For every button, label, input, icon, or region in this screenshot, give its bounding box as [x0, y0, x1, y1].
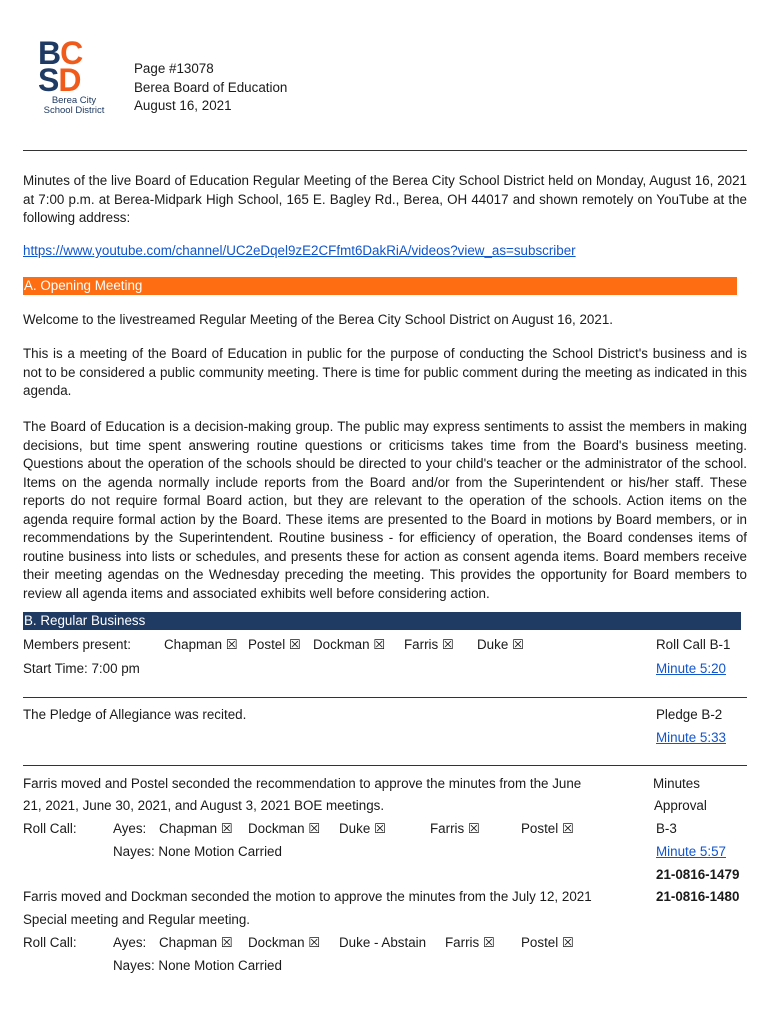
- vote-dockman: Dockman ☒: [248, 821, 321, 836]
- intro-text: Minutes of the live Board of Education Regular Meeting of the Berea City School District held on Monday, August 16, 2021 at 7:00 p.m. at Berea-Midpark High School, 165 E. Bagley Rd., Berea, OH 44017 and shown remotely on YouTube at the following address:: [23, 173, 747, 225]
- section-a-paragraph-3: The Board of Education is a decision-making group. The public may express sentiments to assist the members in making decisions, but time spent answering routine questions or criticisms takes time from the Board's business meeting. Questions about the operation of the schools should be directed to your child's teacher or the administrator of the school. Items on the agenda normally include reports from the Board and/or from the Superintendent or his/her staff. These reports do not require formal Board action, but they are relevant to the operation of the schools. Action items on the agenda require formal action by the Board. These items are presented to the Board in motions by Board members, or in recommendations by the Superintendent. Routine business - for efficiency of operation, the Board condenses items of routine business into lists or schedules, and presents these for action as consent agenda items. Board members receive their meeting agendas on the Wednesday preceding the meeting. This provides the opportunity for Board members to review all agenda items and associated exhibits well before considering action.: [23, 419, 747, 601]
- district-logo: [38, 35, 110, 116]
- vote-duke: Duke - Abstain: [339, 935, 427, 950]
- member-farris: Farris ☒: [404, 637, 454, 652]
- divider: [23, 765, 747, 766]
- vote-farris: Farris ☒: [430, 821, 480, 836]
- motion-1-reference-3: B-3: [656, 821, 677, 836]
- minute-link-3[interactable]: Minute 5:57: [656, 844, 726, 859]
- member-duke: Duke ☒: [477, 637, 524, 652]
- vote-chapman: Chapman ☒: [159, 935, 233, 950]
- resolution-number-1: 21-0816-1479: [656, 867, 740, 882]
- members-present-label: Members present:: [23, 637, 131, 652]
- vote-duke: Duke ☒: [339, 821, 386, 836]
- vote-postel: Postel ☒: [521, 821, 574, 836]
- divider: [23, 697, 747, 698]
- ayes-label: Ayes:: [113, 935, 147, 950]
- member-dockman: Dockman ☒: [313, 637, 386, 652]
- resolution-number-2: 21-0816-1480: [656, 889, 740, 904]
- logo-letters: BC SD: [38, 35, 83, 98]
- meeting-date: August 16, 2021: [134, 98, 232, 113]
- section-a-heading: A. Opening Meeting: [23, 277, 737, 295]
- start-time: Start Time: 7:00 pm: [23, 661, 140, 676]
- rollcall-reference: Roll Call B-1: [656, 637, 731, 652]
- page-header: [134, 60, 287, 116]
- member-postel: Postel ☒: [248, 637, 301, 652]
- pledge-reference: Pledge B-2: [656, 707, 723, 722]
- minute-link-1[interactable]: Minute 5:20: [656, 661, 726, 676]
- motion-2-nayes: Nayes: None Motion Carried: [113, 958, 282, 973]
- motion-2-line-1: Farris moved and Dockman seconded the motion to approve the minutes from the July 12, 2021: [23, 889, 592, 904]
- section-a-paragraph-1: Welcome to the livestreamed Regular Meeting of the Berea City School District on August 16, 2021.: [23, 312, 613, 327]
- rollcall-label: Roll Call:: [23, 935, 77, 950]
- vote-farris: Farris ☒: [445, 935, 495, 950]
- motion-1-line-2: 21, 2021, June 30, 2021, and August 3, 2021 BOE meetings.: [23, 798, 385, 813]
- section-a-paragraph-2: This is a meeting of the Board of Education in public for the purpose of conducting the School District's business and is not to be considered a public community meeting. There is time for public comment during the meeting as indicated in this agenda.: [23, 346, 747, 398]
- ayes-label: Ayes:: [113, 821, 147, 836]
- pledge-text: The Pledge of Allegiance was recited.: [23, 707, 247, 722]
- vote-chapman: Chapman ☒: [159, 821, 233, 836]
- motion-1-line-1: Farris moved and Postel seconded the recommendation to approve the minutes from the June: [23, 776, 582, 791]
- motion-1-reference-1: Minutes: [653, 776, 700, 791]
- logo-subtitle: Berea City School District: [43, 95, 105, 116]
- motion-1-nayes: Nayes: None Motion Carried: [113, 844, 282, 859]
- member-chapman: Chapman ☒: [164, 637, 238, 652]
- section-b-heading: B. Regular Business: [23, 612, 741, 630]
- rollcall-label: Roll Call:: [23, 821, 77, 836]
- motion-2-line-2: Special meeting and Regular meeting.: [23, 912, 251, 927]
- motion-1-reference-2: Approval: [654, 798, 707, 813]
- organization-name: Berea Board of Education: [134, 79, 288, 95]
- page-number: Page #13078: [134, 61, 214, 76]
- youtube-link[interactable]: https://www.youtube.com/channel/UC2eDqel9zE2CFfmt6DakRiA/videos?view_as=subscriber: [23, 243, 576, 258]
- divider: [23, 150, 747, 151]
- minute-link-2[interactable]: Minute 5:33: [656, 730, 726, 745]
- vote-postel: Postel ☒: [521, 935, 574, 950]
- vote-dockman: Dockman ☒: [248, 935, 321, 950]
